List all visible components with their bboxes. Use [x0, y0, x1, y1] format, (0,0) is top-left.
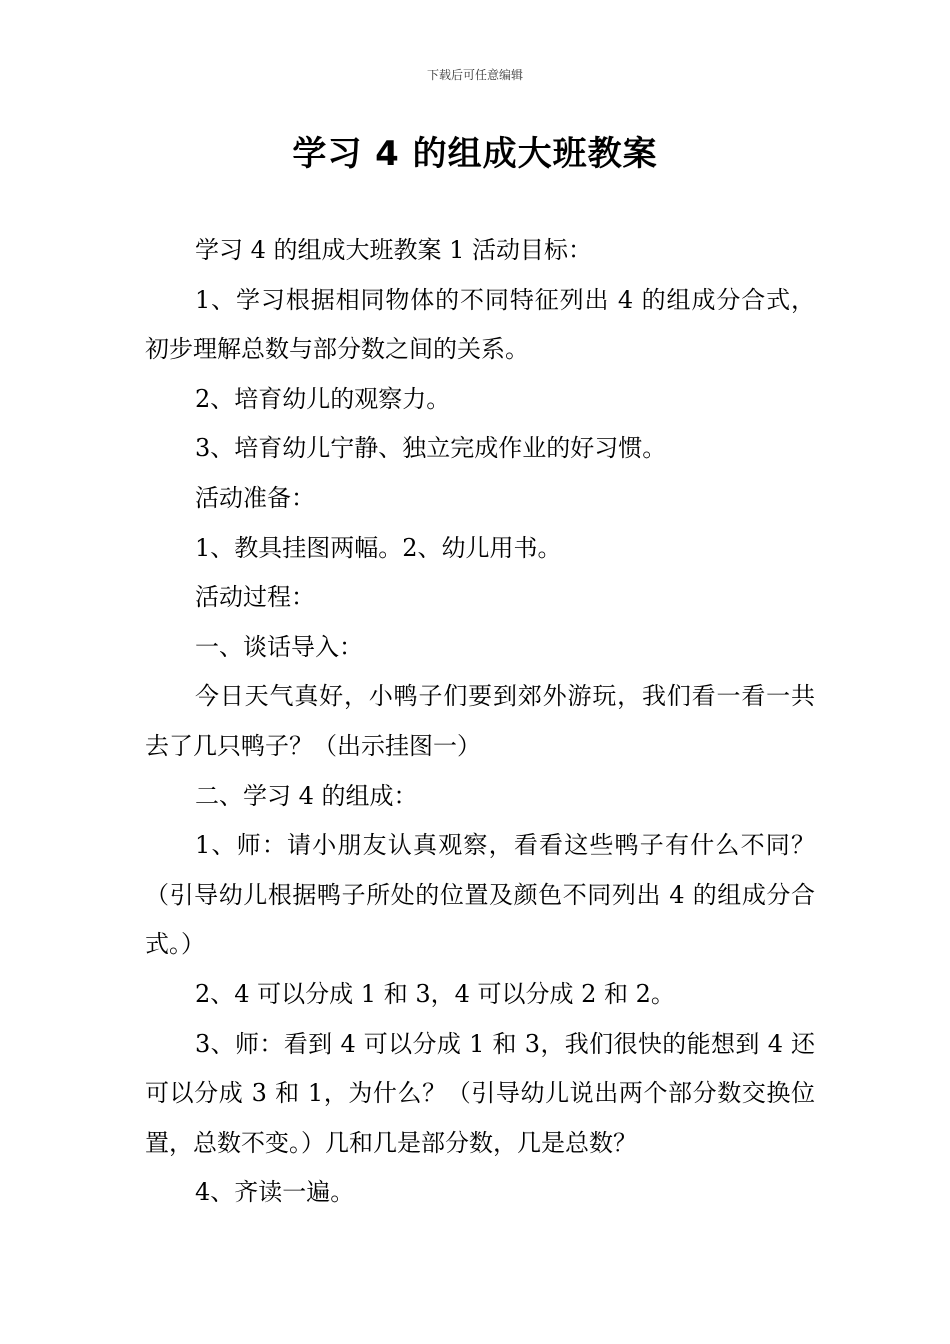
document-title: 学习 4 的组成大班教案 [292, 134, 658, 174]
paragraph-step-1: 1、师：请小朋友认真观察，看看这些鸭子有什么不同？（引导幼儿根据鸭子所处的位置及颜色不同列出 4 的组成分合式。） [145, 831, 815, 959]
paragraph-section-1-text: 今日天气真好，小鸭子们要到郊外游玩，我们看一看一共去了几只鸭子？（出示挂图一） [145, 682, 815, 760]
paragraph-step-4: 4、齐读一遍。 [195, 1178, 355, 1207]
paragraph-objective-2: 2、培育幼儿的观察力。 [195, 384, 451, 413]
paragraph-objective-3: 3、培育幼儿宁静、独立完成作业的好习惯。 [195, 434, 667, 463]
paragraph-objective-1: 1、学习根据相同物体的不同特征列出 4 的组成分合式，初步理解总数与部分数之间的关系。 [145, 285, 815, 364]
paragraph-step-2: 2、4 可以分成 1 和 3，4 可以分成 2 和 2。 [195, 979, 675, 1008]
paragraph-objectives-heading: 学习 4 的组成大班教案 1 活动目标： [195, 236, 593, 264]
document-body [145, 226, 815, 1218]
paragraph-preparation-items: 1、教具挂图两幅。2、幼儿用书。 [195, 533, 562, 562]
paragraph-preparation-heading: 活动准备： [195, 483, 315, 512]
paragraph-section-1-heading: 一、谈话导入： [195, 632, 363, 661]
paragraph-process-heading: 活动过程： [195, 583, 315, 612]
paragraph-step-3: 3、师：看到 4 可以分成 1 和 3，我们很快的能想到 4 还可以分成 3 和 1，为什么？（引导幼儿说出两个部分数交换位置，总数不变。）几和几是部分数，几是总数？ [145, 1029, 815, 1157]
paragraph-section-2-heading: 二、学习 4 的组成： [195, 781, 418, 810]
header-note: 下载后可任意编辑 [426, 68, 523, 82]
